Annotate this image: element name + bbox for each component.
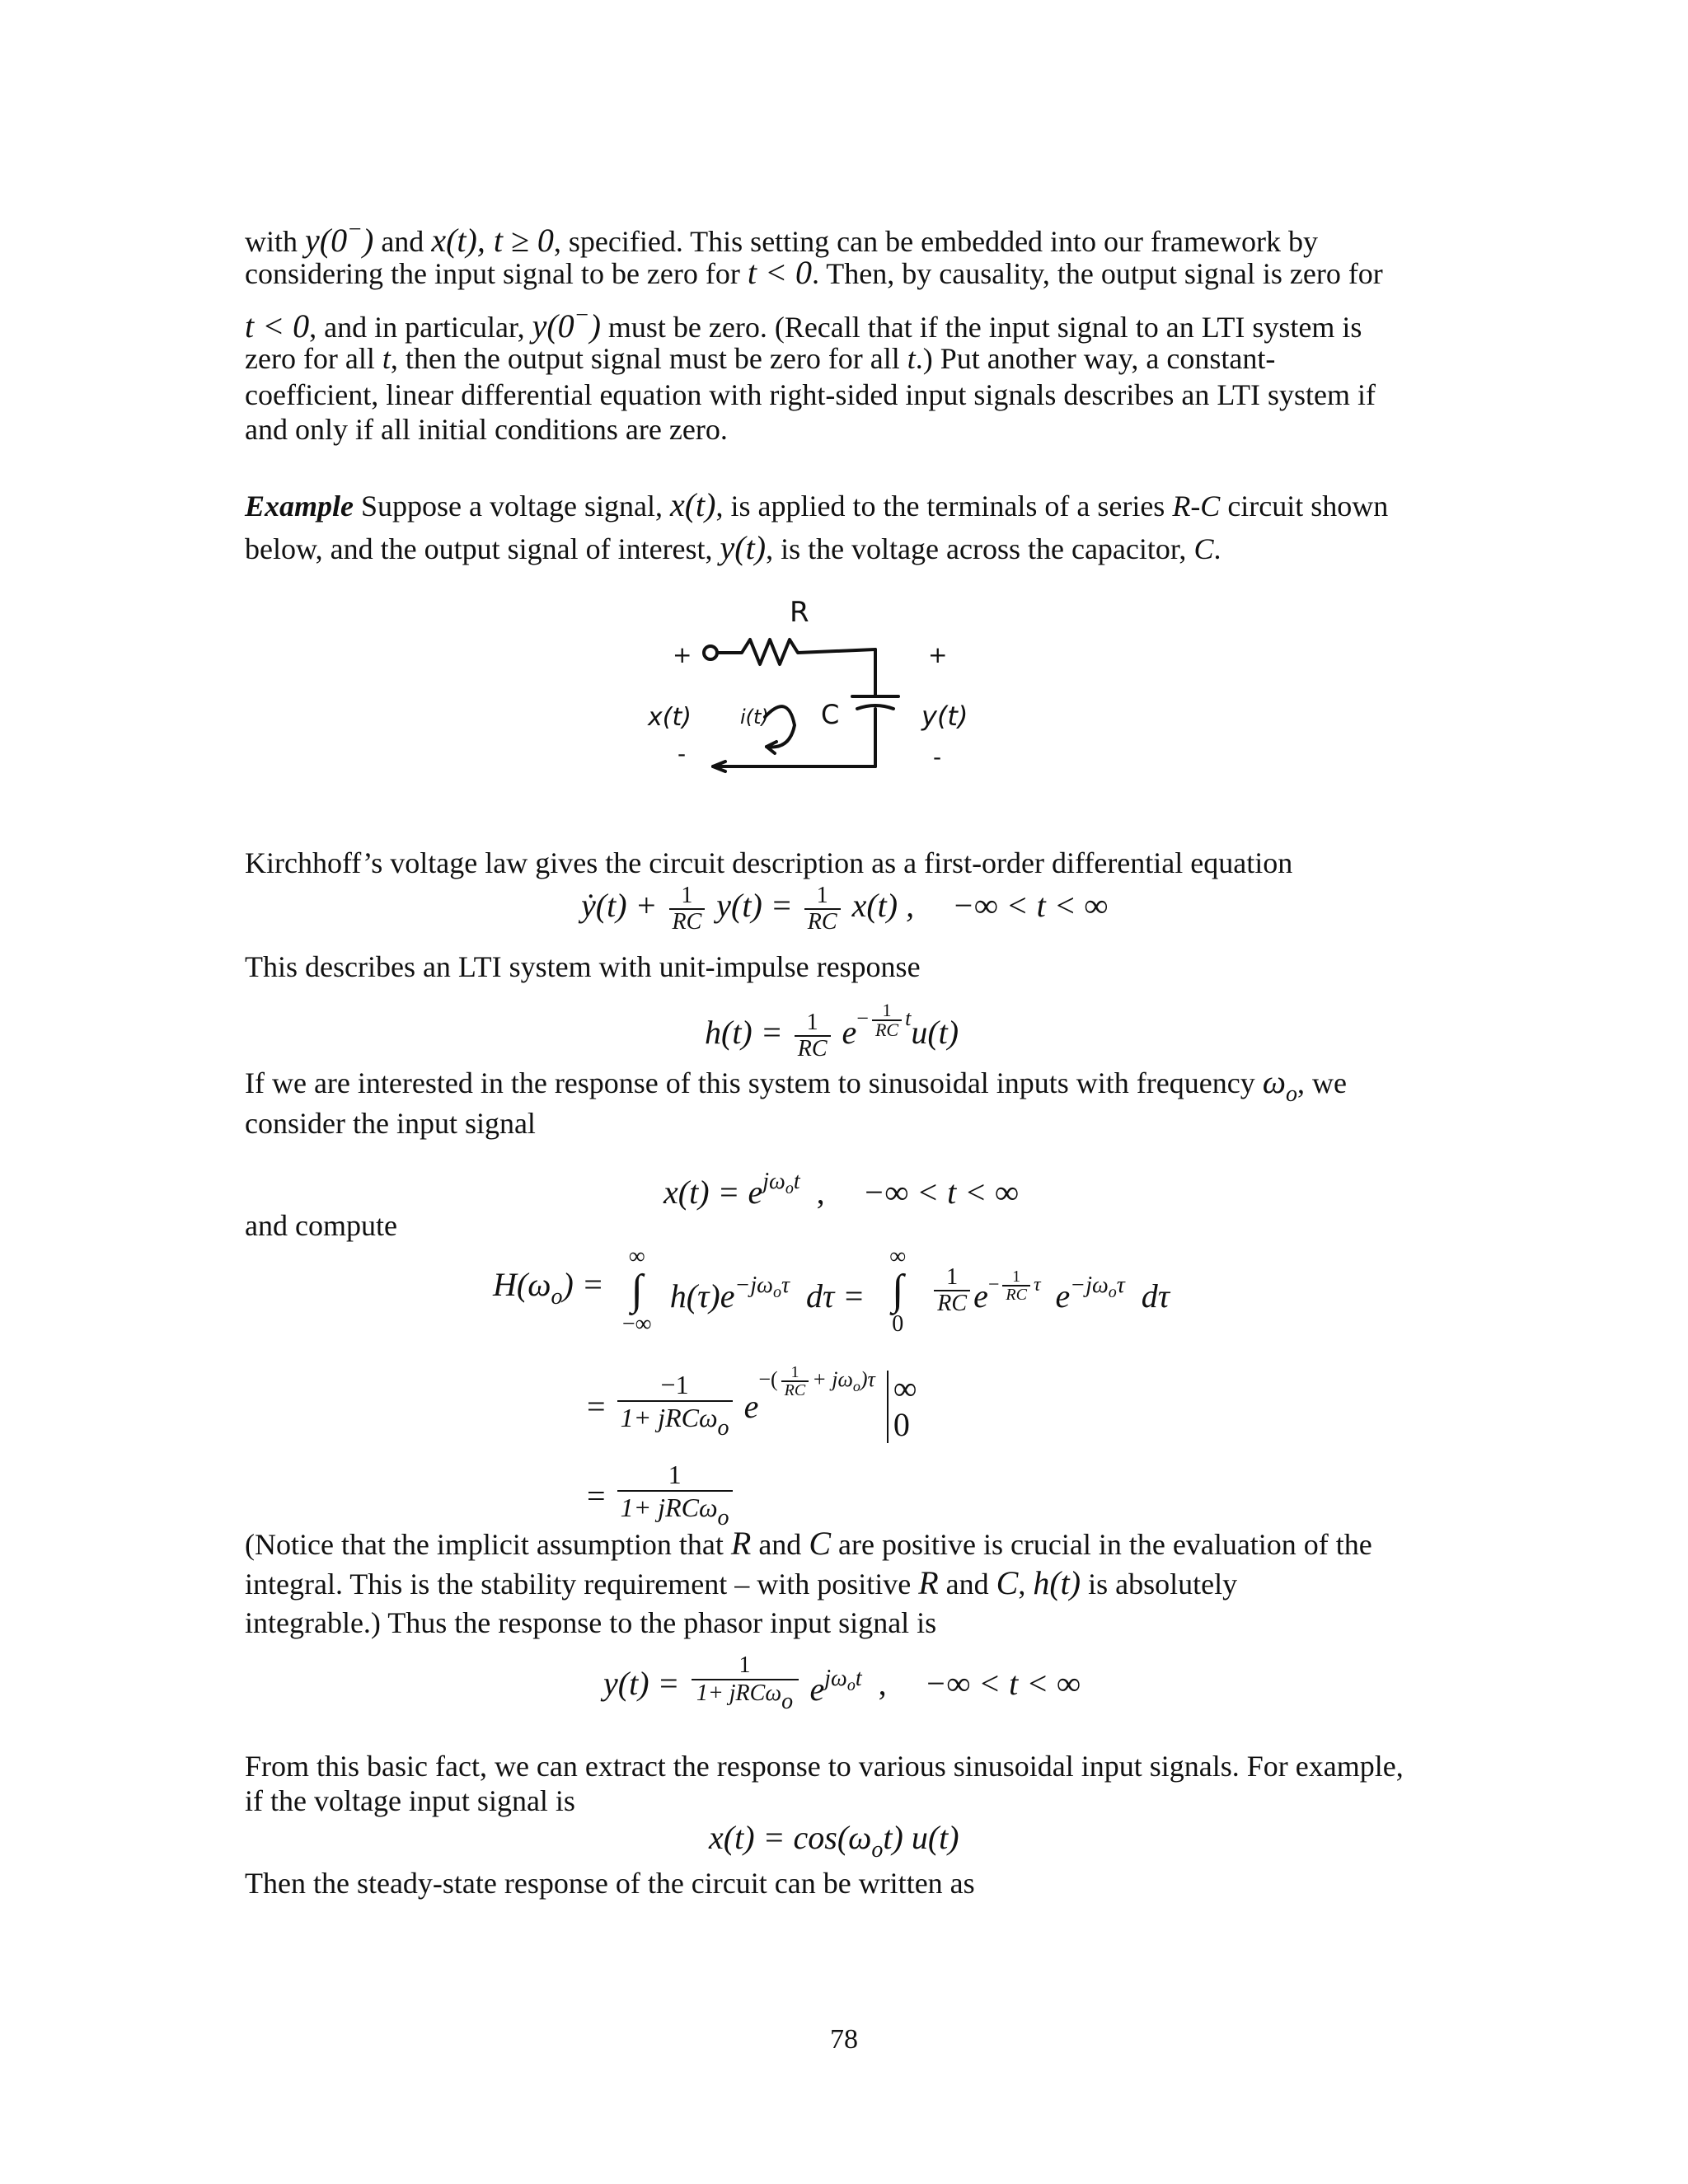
text: (Notice that the implicit assumption that [245, 1528, 724, 1561]
text: Suppose a voltage signal, [361, 490, 663, 523]
input-voltage-label: x(t) [648, 703, 692, 732]
fraction: $\frac{-1}{\text{1+ jRCωo}}$ [617, 1369, 733, 1444]
eq-part: , [878, 1665, 887, 1702]
text: with [245, 225, 298, 258]
text: must be zero. (Recall that if the input signal to an LTI system is [607, 311, 1362, 344]
eq-part: $e^{j\omega_ot}$ [809, 1665, 862, 1708]
eq-range: −∞ < t < ∞ [952, 887, 1109, 925]
exponent: jωot [762, 1169, 800, 1197]
text: are positive is crucial in the evaluation of the [838, 1528, 1372, 1561]
fraction: $\frac{1}{RC}$ [804, 883, 841, 935]
equation-impulse-response [705, 999, 959, 1062]
text-line: integrable.) Thus the response to the phasor input signal is [245, 1606, 937, 1639]
math-r: R [730, 1525, 752, 1562]
eq-part: u(t) [911, 1014, 959, 1051]
output-voltage-label: y(t) [921, 701, 968, 732]
math-t-neg: t < 0 [747, 254, 812, 291]
minus-sign: - [678, 740, 687, 767]
compute-text [245, 1207, 1456, 1244]
math-t: t [382, 342, 391, 375]
rc-circuit-diagram [635, 593, 1047, 791]
current-loop-icon [765, 706, 795, 747]
eq-part: e [743, 1387, 759, 1425]
eq-part: = [587, 1387, 606, 1425]
exponent: − 1 RC t [856, 1000, 912, 1041]
capacitor-label: C [821, 699, 840, 730]
terminal-icon [704, 646, 717, 659]
resistor-label: R [790, 596, 809, 629]
evaluation-bar: ∞ 0 [887, 1371, 917, 1443]
eq-part: e [842, 1014, 857, 1051]
eq-part: $e^{- \frac{1}{RC} \tau}$ $e^{-j\omega_o\tau}$ dτ [973, 1268, 1170, 1315]
integral-sign: ∞ ∫ 0 [889, 1244, 907, 1337]
eq-part: $H(\omega_o)$ = [493, 1265, 604, 1310]
text: and [381, 225, 424, 258]
text: , then the output signal must be zero for all [390, 342, 900, 375]
math-ht: h(t) [1033, 1564, 1081, 1601]
eq-part: ẏ(t) + [581, 887, 658, 925]
plus-sign: + [928, 641, 948, 668]
plus-sign: + [673, 641, 692, 668]
eq-part: x(t) = e [663, 1174, 763, 1211]
fraction: $\frac{1}{RC}$ [795, 1010, 831, 1062]
text: is absolutely [1088, 1568, 1238, 1601]
exponent: −jωoτ [1070, 1272, 1125, 1301]
text: below, and the output signal of interest, [245, 532, 713, 565]
exponent: −( 1 RC + jωo)τ [758, 1363, 875, 1400]
math-c: C [809, 1525, 831, 1562]
basic-fact-paragraph [245, 1747, 1456, 1816]
intro-paragraph [245, 211, 1456, 445]
equation-frequency-response [493, 1244, 1170, 1337]
math-omega: $\omega_o$ [1262, 1063, 1297, 1107]
math-t-neg: t < 0 [245, 307, 310, 344]
text: , and in particular, [309, 311, 525, 344]
fraction: $\frac{1}{RC}$ [1002, 1268, 1030, 1303]
eq-range: −∞ < t < ∞ [862, 1174, 1019, 1211]
math-xt: x(t) [669, 486, 716, 523]
text: , is applied to the terminals of a series [715, 490, 1165, 523]
eq-part: t) u(t) [883, 1819, 959, 1856]
fraction: $\frac{1}{\text{1+ jRCωo}}$ [692, 1652, 799, 1715]
text-line: Kirchhoff’s voltage law gives the circuit description as a first-order differential equation [245, 846, 1293, 879]
text: zero for all [245, 342, 375, 375]
eq-part: y(t) = [603, 1665, 680, 1702]
fraction: $\frac{1}{\text{1+ jRCωo}}$ [617, 1459, 733, 1534]
text: , specified. This setting can be embedded into our framework by [553, 225, 1318, 258]
integral-sign: ∞ ∫ −∞ [621, 1244, 652, 1337]
exponent: jωot [824, 1665, 862, 1694]
eq-range: −∞ < t < ∞ [924, 1665, 1081, 1702]
example-label: Example [245, 490, 354, 523]
fraction: $\frac{1}{RC}$ [781, 1364, 809, 1399]
steady-state-text [245, 1864, 1456, 1902]
equation-phasor-response [603, 1652, 1081, 1715]
text-line: From this basic fact, we can extract the response to various sinusoidal input signals. For example, [245, 1750, 1404, 1783]
eq-part: o [871, 1837, 884, 1863]
text-line: consider the input signal [245, 1107, 536, 1140]
text: . [1213, 532, 1221, 565]
text: and [758, 1528, 802, 1561]
sinusoid-text [245, 1063, 1456, 1142]
text: , we [1296, 1066, 1347, 1099]
math-t: t [907, 342, 916, 375]
text: . Then, by causality, the output signal is zero for [811, 257, 1383, 290]
eq-part: y(t) = [716, 887, 793, 925]
kvl-text [245, 844, 1456, 882]
text-line: and compute [245, 1209, 397, 1242]
text-line: This describes an LTI system with unit-impulse response [245, 950, 921, 983]
math-c: C [996, 1564, 1019, 1601]
text: C [1193, 532, 1214, 565]
eq-part: h(t) = [705, 1014, 783, 1051]
eq-part: $h(\tau)e^{-j\omega_o\tau}$ dτ = [669, 1272, 865, 1315]
eq-part: x(t) = cos(ω [709, 1819, 872, 1856]
text-line: coefficient, linear differential equation with right-sided input signals describes an LTI system if [245, 378, 1376, 411]
eq-part: , [816, 1174, 825, 1211]
text: considering the input signal to be zero for [245, 257, 740, 290]
math-y0: y(0−) [532, 302, 601, 344]
resistor-icon [717, 640, 875, 664]
text: R-C [1172, 490, 1221, 523]
text: , [1018, 1568, 1026, 1601]
text-line: Then the steady-state response of the circuit can be written as [245, 1867, 975, 1900]
exponent: −jωoτ [734, 1272, 790, 1301]
notice-paragraph [245, 1525, 1456, 1642]
minus-sign: - [933, 743, 942, 771]
equation-integral-eval [587, 1360, 917, 1444]
text: integral. This is the stability requirement – with positive [245, 1568, 912, 1601]
text-line: and only if all initial conditions are zero. [245, 413, 728, 446]
math-y0: y(0−) [305, 217, 374, 259]
equation-input-phasor [663, 1162, 1019, 1212]
equation-ode [581, 883, 1108, 935]
fraction: $\frac{1}{RC}$ [872, 1001, 902, 1039]
equation-result [587, 1459, 736, 1534]
lti-text [245, 948, 1456, 986]
math-r: R [918, 1564, 939, 1601]
exponent: − 1 RC τ [987, 1268, 1041, 1305]
eq-part: = [587, 1477, 606, 1515]
text: , is the voltage across the capacitor, [766, 532, 1187, 565]
page-number: 78 [830, 2024, 858, 2055]
text-line: if the voltage input signal is [245, 1784, 575, 1817]
math-xt: x(t), t ≥ 0 [431, 222, 554, 259]
fraction: $\frac{1}{RC}$ [669, 883, 706, 935]
text: If we are interested in the response of this system to sinusoidal inputs with frequency [245, 1066, 1255, 1099]
eq-part: x(t) , [851, 887, 915, 925]
text: circuit shown [1227, 490, 1389, 523]
math-yt: y(t) [720, 529, 767, 566]
equation-cos-input [709, 1818, 959, 1870]
text: and [945, 1568, 989, 1601]
current-label: i(t) [740, 705, 769, 729]
example-paragraph [245, 486, 1456, 572]
text: .) Put another way, a constant- [915, 342, 1276, 375]
fraction: $\frac{1}{RC}$ [934, 1265, 970, 1316]
